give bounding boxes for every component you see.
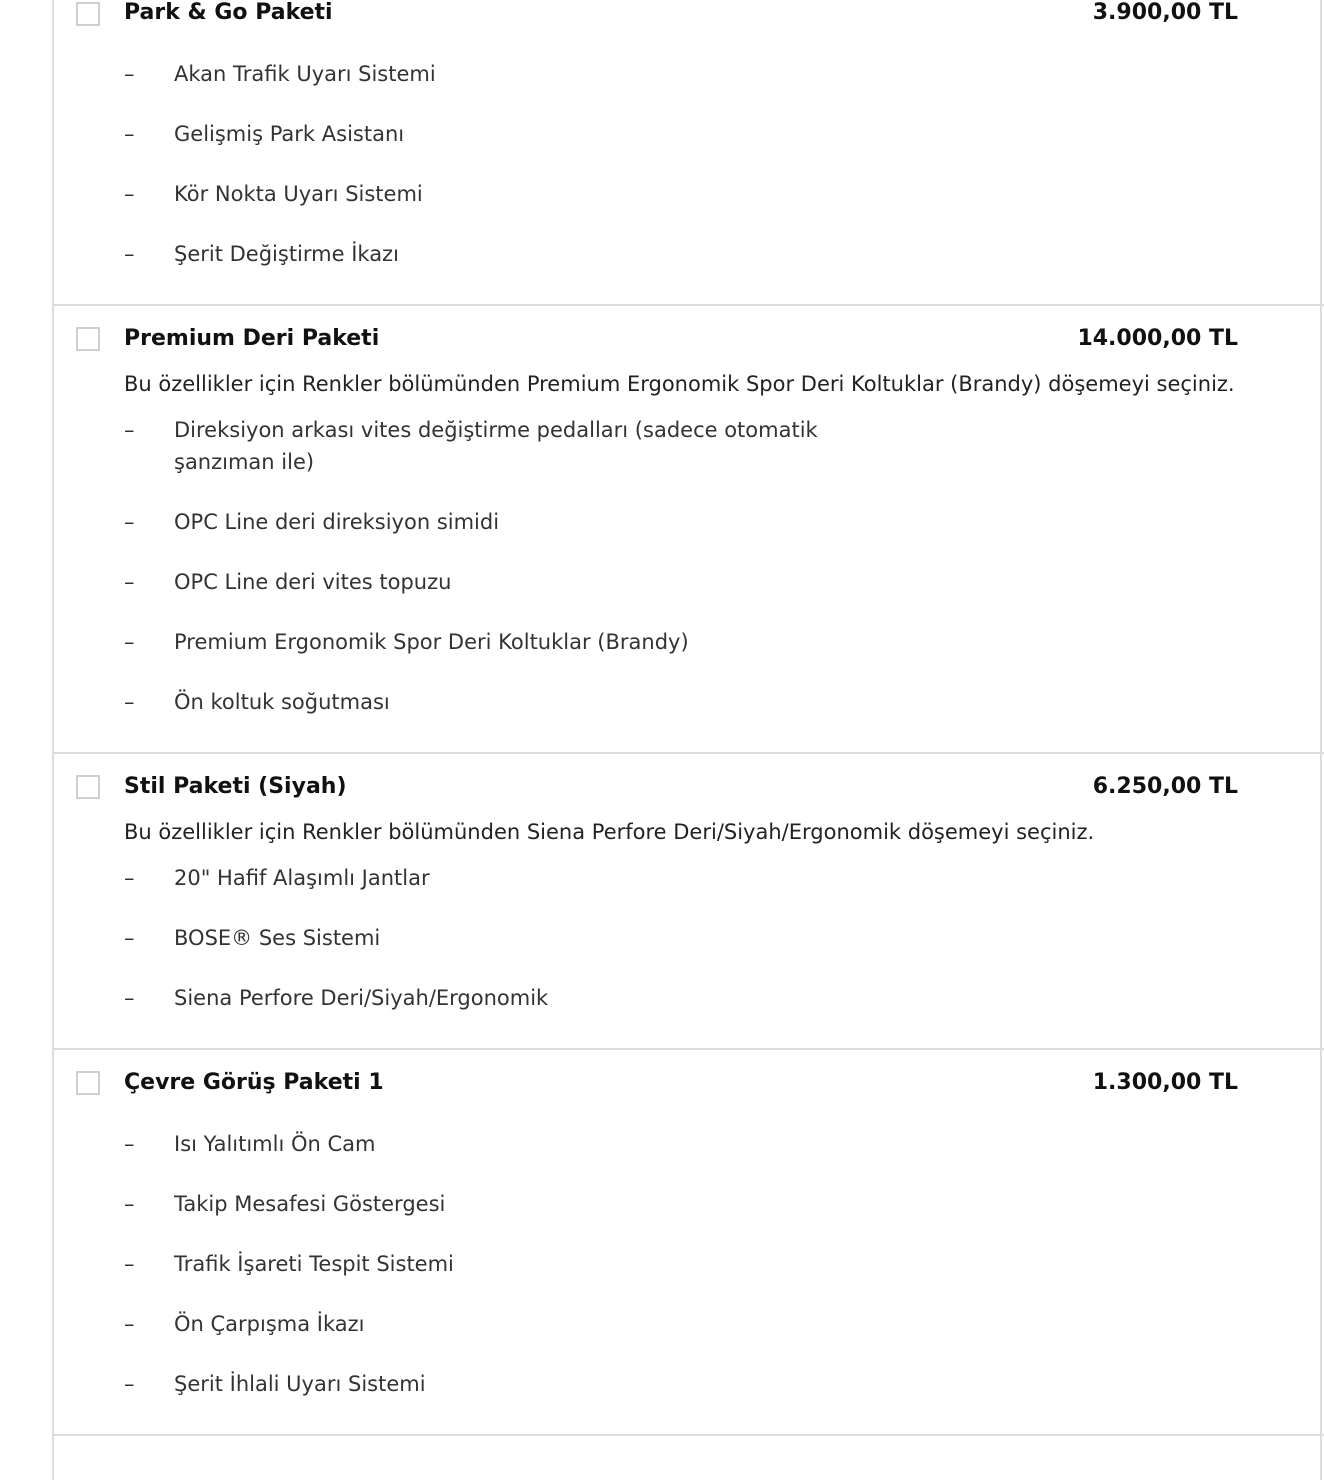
feature-list: [124, 58, 914, 298]
package-title: Çevre Görüş Paketi 1: [124, 1070, 384, 1095]
feature-item: – OPC Line deri vites topuzu: [124, 570, 452, 594]
feature-item: – Şerit İhlali Uyarı Sistemi: [124, 1372, 426, 1396]
feature-item: – Takip Mesafesi Göstergesi: [124, 1192, 446, 1216]
feature-list: [124, 862, 914, 1042]
package-note: Bu özellikler için Renkler bölümünden Premium Ergonomik Spor Deri Koltuklar (Brandy) döşemeyi seçiniz.: [124, 372, 1235, 396]
package-checkbox[interactable]: [76, 327, 100, 351]
package-cevre-gorus: [52, 1050, 1324, 1436]
package-note: Bu özellikler için Renkler bölümünden Siena Perfore Deri/Siyah/Ergonomik döşemeyi seçiniz.: [124, 820, 1095, 844]
feature-list: [124, 1128, 914, 1428]
feature-item: – Premium Ergonomik Spor Deri Koltuklar (Brandy): [124, 630, 689, 654]
package-checkbox[interactable]: [76, 2, 100, 26]
package-price: 3.900,00 TL: [1092, 0, 1238, 25]
package-price: 6.250,00 TL: [1092, 774, 1238, 799]
package-checkbox[interactable]: [76, 775, 100, 799]
feature-item: – Isı Yalıtımlı Ön Cam: [124, 1132, 376, 1156]
package-title: Stil Paketi (Siyah): [124, 774, 347, 799]
divider: [52, 1434, 1324, 1436]
package-price: 14.000,00 TL: [1077, 326, 1238, 351]
package-park-go: [52, 0, 1324, 306]
feature-item: – Kör Nokta Uyarı Sistemi: [124, 182, 423, 206]
package-stil: [52, 754, 1324, 1050]
package-premium-deri: [52, 306, 1324, 754]
feature-list: [124, 414, 914, 746]
package-price: 1.300,00 TL: [1092, 1070, 1238, 1095]
feature-item: – BOSE® Ses Sistemi: [124, 926, 381, 950]
feature-item: – Gelişmiş Park Asistanı: [124, 122, 405, 146]
package-checkbox[interactable]: [76, 1071, 100, 1095]
feature-item: – Şerit Değiştirme İkazı: [124, 242, 399, 266]
feature-item: – 20" Hafif Alaşımlı Jantlar: [124, 866, 430, 890]
feature-item: – Ön koltuk soğutması: [124, 690, 390, 714]
feature-item: – Siena Perfore Deri/Siyah/Ergonomik: [124, 986, 549, 1010]
feature-item: – Direksiyon arkası vites değiştirme pedalları (sadece otomatik şanzıman ile): [124, 418, 818, 474]
feature-item: – Akan Trafik Uyarı Sistemi: [124, 62, 436, 86]
package-title: Park & Go Paketi: [124, 0, 333, 25]
package-title: Premium Deri Paketi: [124, 326, 380, 351]
feature-item: – Trafik İşareti Tespit Sistemi: [124, 1252, 454, 1276]
feature-item: – OPC Line deri direksiyon simidi: [124, 510, 500, 534]
feature-item: – Ön Çarpışma İkazı: [124, 1312, 365, 1336]
